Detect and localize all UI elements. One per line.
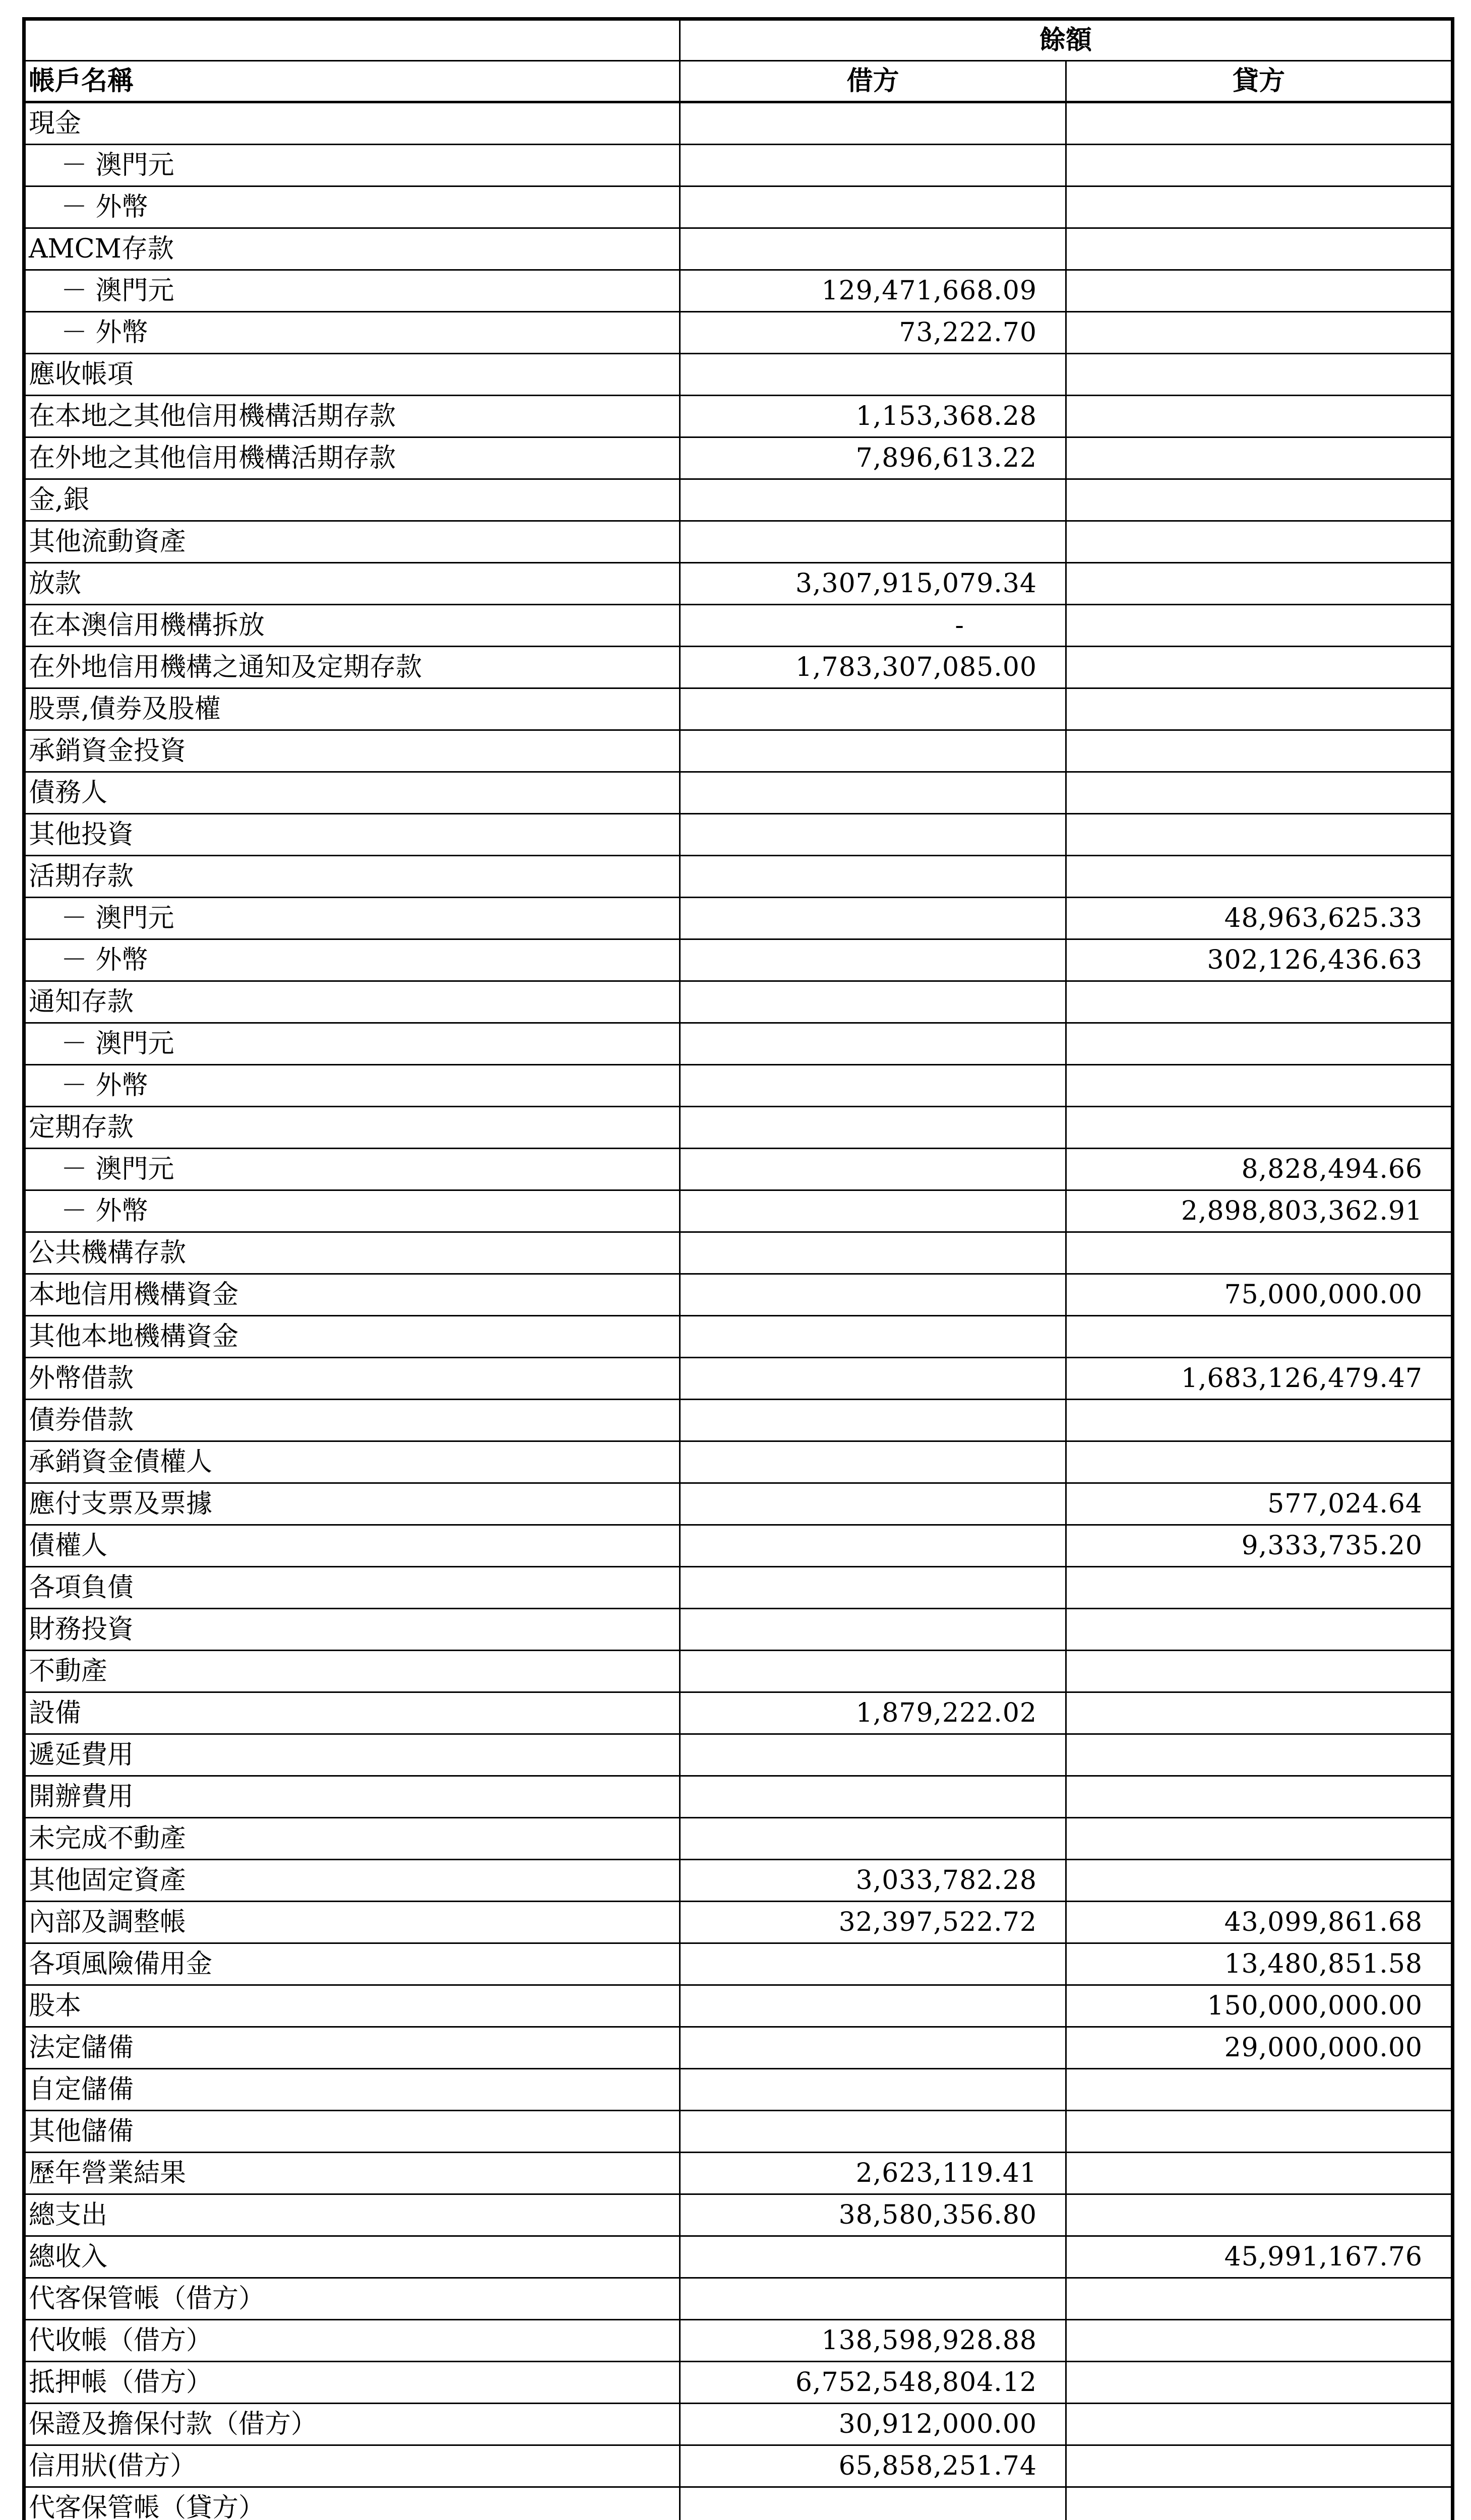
account-name-cell: 自定儲備 xyxy=(24,2069,680,2111)
table-row xyxy=(24,312,1453,354)
table-row xyxy=(24,2111,1453,2153)
debit-cell xyxy=(680,1651,1066,1692)
table-row xyxy=(24,688,1453,730)
account-name-cell: 信用狀(借方） xyxy=(24,2445,680,2487)
credit-cell: 9,333,735.20 xyxy=(1066,1525,1453,1567)
table-row xyxy=(24,814,1453,856)
debit-cell xyxy=(680,772,1066,814)
account-name-cell: 外幣借款 xyxy=(24,1358,680,1400)
credit-cell xyxy=(1066,2445,1453,2487)
debit-cell: 38,580,356.80 xyxy=(680,2194,1066,2236)
table-row xyxy=(24,772,1453,814)
table-row xyxy=(24,102,1453,145)
debit-cell xyxy=(680,145,1066,186)
debit-cell xyxy=(680,1985,1066,2027)
debit-cell: - xyxy=(680,605,1066,647)
table-row xyxy=(24,145,1453,186)
credit-cell: 29,000,000.00 xyxy=(1066,2027,1453,2069)
account-name-cell: 遞延費用 xyxy=(24,1734,680,1776)
account-name-cell: － 澳門元 xyxy=(24,145,680,186)
table-row xyxy=(24,1400,1453,1441)
header-row-columns xyxy=(24,61,1453,102)
account-name-cell: － 澳門元 xyxy=(24,1149,680,1190)
credit-cell xyxy=(1066,396,1453,437)
debit-cell xyxy=(680,1776,1066,1818)
table-row xyxy=(24,1274,1453,1316)
debit-cell: 30,912,000.00 xyxy=(680,2404,1066,2445)
account-name-cell: － 外幣 xyxy=(24,186,680,228)
credit-cell xyxy=(1066,2487,1453,2520)
account-name-cell: 金,銀 xyxy=(24,479,680,521)
account-name-cell: 保證及擔保付款（借方） xyxy=(24,2404,680,2445)
credit-cell xyxy=(1066,1692,1453,1734)
account-name-cell: 總收入 xyxy=(24,2236,680,2278)
credit-cell xyxy=(1066,2069,1453,2111)
credit-cell xyxy=(1066,1860,1453,1902)
credit-cell xyxy=(1066,1734,1453,1776)
credit-cell xyxy=(1066,1567,1453,1609)
debit-cell: 1,153,368.28 xyxy=(680,396,1066,437)
account-name-cell: 股票,債券及股權 xyxy=(24,688,680,730)
debit-cell: 7,896,613.22 xyxy=(680,437,1066,479)
debit-cell: 129,471,668.09 xyxy=(680,270,1066,312)
account-name-header: 帳戶名稱 xyxy=(24,61,680,102)
account-name-cell: － 外幣 xyxy=(24,939,680,981)
table-row xyxy=(24,1441,1453,1483)
credit-cell xyxy=(1066,521,1453,563)
credit-cell xyxy=(1066,2153,1453,2194)
debit-cell xyxy=(680,1274,1066,1316)
credit-cell xyxy=(1066,145,1453,186)
account-name-cell: － 澳門元 xyxy=(24,1023,680,1065)
table-row xyxy=(24,1232,1453,1274)
table-row xyxy=(24,2320,1453,2362)
credit-cell xyxy=(1066,1023,1453,1065)
credit-cell xyxy=(1066,688,1453,730)
account-name-cell: 歷年營業結果 xyxy=(24,2153,680,2194)
account-name-cell: 債券借款 xyxy=(24,1400,680,1441)
table-row xyxy=(24,1692,1453,1734)
debit-cell xyxy=(680,1149,1066,1190)
debit-cell xyxy=(680,898,1066,939)
credit-cell xyxy=(1066,563,1453,605)
trial-balance-table xyxy=(22,17,1454,2520)
account-name-cell: 現金 xyxy=(24,102,680,145)
debit-cell: 2,623,119.41 xyxy=(680,2153,1066,2194)
credit-cell xyxy=(1066,1400,1453,1441)
debit-cell xyxy=(680,2111,1066,2153)
account-name-cell: 內部及調整帳 xyxy=(24,1902,680,1943)
debit-cell xyxy=(680,1107,1066,1149)
debit-cell xyxy=(680,939,1066,981)
credit-cell: 302,126,436.63 xyxy=(1066,939,1453,981)
account-name-cell: 應收帳項 xyxy=(24,354,680,396)
account-name-cell: 法定儲備 xyxy=(24,2027,680,2069)
account-name-cell: － 外幣 xyxy=(24,1065,680,1107)
balance-header: 餘額 xyxy=(680,19,1453,61)
credit-cell xyxy=(1066,102,1453,145)
account-name-cell: 代客保管帳（借方） xyxy=(24,2278,680,2320)
credit-cell xyxy=(1066,228,1453,270)
account-name-cell: 通知存款 xyxy=(24,981,680,1023)
table-row xyxy=(24,2445,1453,2487)
account-name-cell: 開辦費用 xyxy=(24,1776,680,1818)
credit-cell: 150,000,000.00 xyxy=(1066,1985,1453,2027)
credit-header: 貸方 xyxy=(1066,61,1453,102)
debit-cell: 138,598,928.88 xyxy=(680,2320,1066,2362)
table-row xyxy=(24,2153,1453,2194)
table-row xyxy=(24,2236,1453,2278)
table-row xyxy=(24,1525,1453,1567)
header-row-balance xyxy=(24,19,1453,61)
credit-cell xyxy=(1066,2404,1453,2445)
account-name-cell: 本地信用機構資金 xyxy=(24,1274,680,1316)
account-name-cell: 在外地信用機構之通知及定期存款 xyxy=(24,647,680,688)
credit-cell xyxy=(1066,1818,1453,1860)
credit-cell xyxy=(1066,1651,1453,1692)
table-row xyxy=(24,2404,1453,2445)
table-row xyxy=(24,1107,1453,1149)
debit-cell xyxy=(680,1190,1066,1232)
table-row xyxy=(24,1776,1453,1818)
account-name-cell: 其他流動資產 xyxy=(24,521,680,563)
table-row xyxy=(24,270,1453,312)
table-row xyxy=(24,1860,1453,1902)
debit-cell: 3,033,782.28 xyxy=(680,1860,1066,1902)
debit-cell xyxy=(680,521,1066,563)
table-row xyxy=(24,856,1453,898)
account-name-cell: 債務人 xyxy=(24,772,680,814)
table-row xyxy=(24,1943,1453,1985)
debit-cell xyxy=(680,2236,1066,2278)
credit-cell xyxy=(1066,1316,1453,1358)
table-row xyxy=(24,396,1453,437)
debit-cell xyxy=(680,228,1066,270)
account-name-cell: 在本地之其他信用機構活期存款 xyxy=(24,396,680,437)
account-name-cell: 股本 xyxy=(24,1985,680,2027)
debit-cell xyxy=(680,1023,1066,1065)
table-row xyxy=(24,1065,1453,1107)
table-row xyxy=(24,2362,1453,2404)
table-row xyxy=(24,647,1453,688)
debit-cell xyxy=(680,1609,1066,1651)
credit-cell: 75,000,000.00 xyxy=(1066,1274,1453,1316)
header-empty-cell xyxy=(24,19,680,61)
credit-cell xyxy=(1066,2278,1453,2320)
credit-cell xyxy=(1066,2111,1453,2153)
account-name-cell: 其他固定資產 xyxy=(24,1860,680,1902)
table-row xyxy=(24,1609,1453,1651)
credit-cell xyxy=(1066,1065,1453,1107)
credit-cell: 43,099,861.68 xyxy=(1066,1902,1453,1943)
credit-cell xyxy=(1066,856,1453,898)
account-name-cell: 其他儲備 xyxy=(24,2111,680,2153)
account-name-cell: 債權人 xyxy=(24,1525,680,1567)
account-name-cell: 承銷資金投資 xyxy=(24,730,680,772)
debit-cell xyxy=(680,688,1066,730)
debit-cell: 73,222.70 xyxy=(680,312,1066,354)
debit-cell xyxy=(680,479,1066,521)
credit-cell xyxy=(1066,1776,1453,1818)
debit-cell xyxy=(680,2027,1066,2069)
credit-cell xyxy=(1066,2362,1453,2404)
debit-cell xyxy=(680,354,1066,396)
credit-cell xyxy=(1066,270,1453,312)
credit-cell xyxy=(1066,1107,1453,1149)
table-row xyxy=(24,2194,1453,2236)
debit-cell xyxy=(680,1483,1066,1525)
credit-cell: 8,828,494.66 xyxy=(1066,1149,1453,1190)
account-name-cell: 財務投資 xyxy=(24,1609,680,1651)
account-name-cell: 其他本地機構資金 xyxy=(24,1316,680,1358)
table-row xyxy=(24,1985,1453,2027)
credit-cell xyxy=(1066,1441,1453,1483)
debit-cell xyxy=(680,1734,1066,1776)
table-row xyxy=(24,2487,1453,2520)
debit-cell: 65,858,251.74 xyxy=(680,2445,1066,2487)
account-name-cell: － 澳門元 xyxy=(24,270,680,312)
credit-cell xyxy=(1066,2194,1453,2236)
table-row xyxy=(24,1734,1453,1776)
trial-balance-body xyxy=(24,19,1453,2520)
account-name-cell: 設備 xyxy=(24,1692,680,1734)
account-name-cell: 各項風險備用金 xyxy=(24,1943,680,1985)
table-row xyxy=(24,2069,1453,2111)
account-name-cell: － 外幣 xyxy=(24,1190,680,1232)
table-row xyxy=(24,1149,1453,1190)
account-name-cell: 代客保管帳（貸方） xyxy=(24,2487,680,2520)
account-name-cell: 未完成不動產 xyxy=(24,1818,680,1860)
credit-cell xyxy=(1066,479,1453,521)
table-row xyxy=(24,1316,1453,1358)
account-name-cell: AMCM存款 xyxy=(24,228,680,270)
account-name-cell: 應付支票及票據 xyxy=(24,1483,680,1525)
credit-cell: 45,991,167.76 xyxy=(1066,2236,1453,2278)
debit-cell xyxy=(680,856,1066,898)
account-name-cell: 公共機構存款 xyxy=(24,1232,680,1274)
debit-cell xyxy=(680,1065,1066,1107)
debit-header: 借方 xyxy=(680,61,1066,102)
credit-cell xyxy=(1066,605,1453,647)
credit-cell xyxy=(1066,730,1453,772)
debit-cell xyxy=(680,1943,1066,1985)
debit-cell xyxy=(680,1818,1066,1860)
credit-cell xyxy=(1066,2320,1453,2362)
credit-cell: 13,480,851.58 xyxy=(1066,1943,1453,1985)
account-name-cell: 各項負債 xyxy=(24,1567,680,1609)
table-row xyxy=(24,1190,1453,1232)
debit-cell: 32,397,522.72 xyxy=(680,1902,1066,1943)
debit-cell xyxy=(680,1525,1066,1567)
credit-cell: 577,024.64 xyxy=(1066,1483,1453,1525)
account-name-cell: 其他投資 xyxy=(24,814,680,856)
table-row xyxy=(24,563,1453,605)
credit-cell xyxy=(1066,186,1453,228)
account-name-cell: 總支出 xyxy=(24,2194,680,2236)
account-name-cell: 定期存款 xyxy=(24,1107,680,1149)
account-name-cell: 在外地之其他信用機構活期存款 xyxy=(24,437,680,479)
table-row xyxy=(24,228,1453,270)
table-row xyxy=(24,2278,1453,2320)
credit-cell xyxy=(1066,772,1453,814)
debit-cell xyxy=(680,814,1066,856)
credit-cell: 2,898,803,362.91 xyxy=(1066,1190,1453,1232)
credit-cell: 48,963,625.33 xyxy=(1066,898,1453,939)
debit-cell: 1,783,307,085.00 xyxy=(680,647,1066,688)
credit-cell xyxy=(1066,437,1453,479)
table-row xyxy=(24,354,1453,396)
debit-cell xyxy=(680,1358,1066,1400)
debit-cell: 3,307,915,079.34 xyxy=(680,563,1066,605)
credit-cell xyxy=(1066,814,1453,856)
debit-cell: 1,879,222.02 xyxy=(680,1692,1066,1734)
account-name-cell: 活期存款 xyxy=(24,856,680,898)
debit-cell xyxy=(680,981,1066,1023)
table-row xyxy=(24,1818,1453,1860)
account-name-cell: 代收帳（借方） xyxy=(24,2320,680,2362)
credit-cell xyxy=(1066,647,1453,688)
table-row xyxy=(24,730,1453,772)
credit-cell xyxy=(1066,981,1453,1023)
debit-cell xyxy=(680,730,1066,772)
debit-cell xyxy=(680,186,1066,228)
credit-cell xyxy=(1066,354,1453,396)
debit-cell xyxy=(680,1316,1066,1358)
debit-cell xyxy=(680,102,1066,145)
credit-cell xyxy=(1066,312,1453,354)
account-name-cell: 不動產 xyxy=(24,1651,680,1692)
table-row xyxy=(24,1358,1453,1400)
table-row xyxy=(24,437,1453,479)
credit-cell xyxy=(1066,1609,1453,1651)
account-name-cell: － 澳門元 xyxy=(24,898,680,939)
table-row xyxy=(24,1902,1453,1943)
account-name-cell: － 外幣 xyxy=(24,312,680,354)
debit-cell xyxy=(680,2069,1066,2111)
account-name-cell: 承銷資金債權人 xyxy=(24,1441,680,1483)
account-name-cell: 在本澳信用機構拆放 xyxy=(24,605,680,647)
table-row xyxy=(24,479,1453,521)
table-row xyxy=(24,939,1453,981)
credit-cell: 1,683,126,479.47 xyxy=(1066,1358,1453,1400)
table-row xyxy=(24,898,1453,939)
table-row xyxy=(24,981,1453,1023)
table-row xyxy=(24,521,1453,563)
table-row xyxy=(24,1483,1453,1525)
debit-cell xyxy=(680,1232,1066,1274)
table-row xyxy=(24,1651,1453,1692)
table-row xyxy=(24,2027,1453,2069)
table-row xyxy=(24,186,1453,228)
debit-cell xyxy=(680,1441,1066,1483)
table-row xyxy=(24,1567,1453,1609)
table-row xyxy=(24,605,1453,647)
account-name-cell: 放款 xyxy=(24,563,680,605)
debit-cell xyxy=(680,2278,1066,2320)
debit-cell xyxy=(680,1567,1066,1609)
credit-cell xyxy=(1066,1232,1453,1274)
debit-cell xyxy=(680,1400,1066,1441)
account-name-cell: 抵押帳（借方） xyxy=(24,2362,680,2404)
debit-cell xyxy=(680,2487,1066,2520)
debit-cell: 6,752,548,804.12 xyxy=(680,2362,1066,2404)
table-row xyxy=(24,1023,1453,1065)
